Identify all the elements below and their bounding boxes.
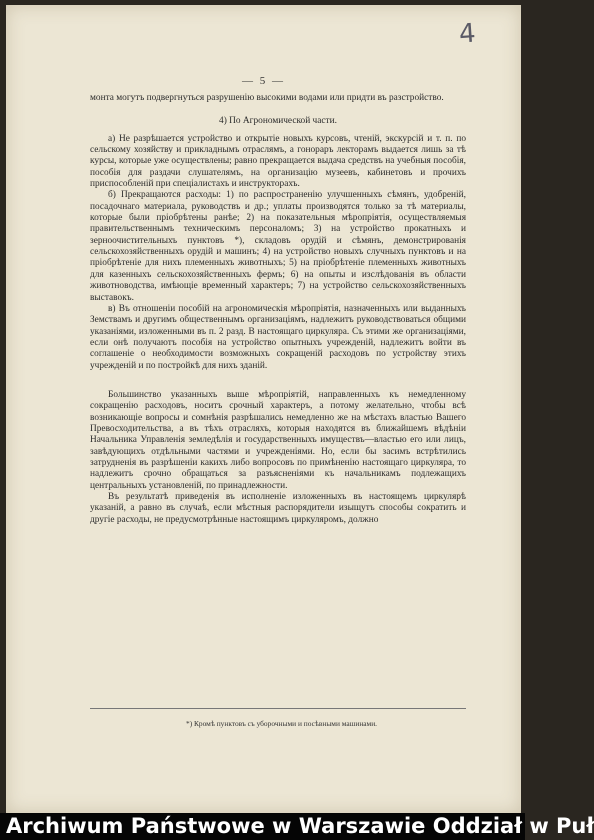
paragraph-a: а) Не разрѣшается устройство и открытіе новыхъ курсовъ, чтеній, экскурсій и т. п. по сельскому хозяйству и прикладнымъ отраслямъ, а гонораръ лекторамъ выдается лишь за тѣ курсы, которые уже осуществлены; равно прекращается выдача средствъ на учебныя пособія, пособія для раздачи слушателямъ, на организацію музеевъ, кабинетовъ и прочихъ приспособленій при спеціалистахъ и инструкторахъ.	[90, 133, 466, 190]
body-text	[90, 93, 466, 526]
section-heading: 4) По Агрономической части.	[219, 116, 337, 127]
paragraph-b: б) Прекращаются расходы: 1) по распространенію улучшенныхъ сѣмянъ, удобреній, посадочнаго материала, руководствъ и др.; уплаты производятся только за тѣ материалы, которые были пріобрѣтены ранѣе; 2) на показательныя мѣропріятія, осуществляемыя правительственнымъ техническимъ персоналомъ; 3) на устройство прокатныхъ и зерноочистительныхъ пунктовъ *), складовъ орудій и сѣмянъ, демонстрированія сельскохозяйственныхъ орудій и машинъ; 4) на устройство новыхъ случныхъ пунктовъ и на пріобрѣтеніе для нихъ племенныхъ животныхъ; 5) на пріобрѣтеніе племенныхъ животныхъ для казенныхъ сельскохозяйственныхъ фермъ; 6) на опыты и изслѣдованія въ области животноводства, имѣющіе временный характеръ; 7) на устройство сельскохозяйственныхъ выставокъ.	[90, 190, 466, 303]
document-page	[6, 5, 521, 813]
handwritten-page-mark: 4	[458, 18, 479, 50]
footnote-divider	[90, 708, 466, 709]
page-number: — 5 —	[242, 75, 285, 87]
paragraph-continuation: монта могутъ подвергнуться разрушенію высокими водами или придти въ разстройство.	[90, 93, 444, 103]
paragraph-result: Въ результатѣ приведенія въ исполненіе изложенныхъ въ настоящемъ циркулярѣ указаній, а равно въ случаѣ, если мѣстныя распорядители изыщутъ способы сократить и другіе расходы, не предусмотрѣнные настоящимъ циркуляромъ, должно	[90, 492, 466, 525]
paragraph-summary: Большинство указанныхъ выше мѣропріятій, направленныхъ къ немедленному сокращенію расходовъ, носитъ срочный характеръ, а потому желательно, чтобы всѣ возникающіе вопросы и сомнѣнія разрѣшались немедленно же на мѣстахъ властью Вашего Превосходительства, а въ тѣхъ отрасляхъ, которыя находятся въ ближайшемъ вѣдѣніи Начальника Управленія земледѣлія и государственныхъ имуществъ—властью его или лицъ, завѣдующихъ отдѣльными частями и учрежденіями. Но, если бы засимъ встрѣтились затрудненія въ разрѣшеніи какихъ либо вопросовъ по примѣненію настоящаго циркуляра, то надлежитъ срочно обращаться за разъясненіями къ начальникамъ подлежащихъ центральныхъ установленій, по принадлежности.	[90, 389, 466, 491]
archive-watermark-bar: Archiwum Państwowe w Warszawie Oddział w Puł	[0, 813, 525, 840]
paragraph-v: в) Въ отношеніи пособій на агрономическія мѣропріятія, назначенныхъ или выданныхъ Земствамъ и другимъ общественнымъ организаціямъ, надлежитъ руководствоваться общими указаніями, изложенными въ п. 2 разд. В настоящаго циркуляра. Съ этими же организаціями, если онѣ получаютъ пособія на устройство опытныхъ учрежденій, надлежитъ войти въ соглашеніе о необходимости возможныхъ сокращеній расходовъ по устройству этихъ учрежденій и по постройкѣ для нихъ зданій.	[90, 303, 466, 371]
footnote: *) Кромѣ пунктовъ съ уборочными и посѣвными машинами.	[186, 719, 378, 728]
